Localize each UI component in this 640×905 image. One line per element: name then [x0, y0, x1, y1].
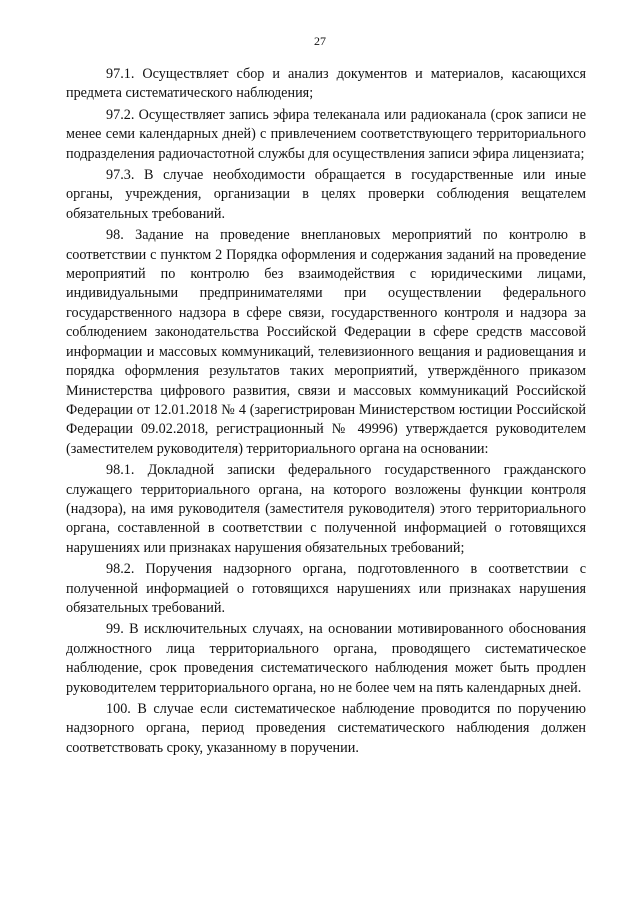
- paragraph-97-2: 97.2. Осуществляет запись эфира телеканала или радиоканала (срок записи не менее семи календарных дней) с привлечением соответствующего территориального подразделения радиочастотной службы для осуществления записи эфира лицензиата;: [66, 106, 586, 162]
- document-body: [66, 65, 586, 760]
- paragraph-97-3: 97.3. В случае необходимости обращается в государственные или иные органы, учреждения, организации в целях проверки соблюдения вещателем обязательных требований.: [66, 167, 586, 222]
- paragraph-98-1: 98.1. Докладной записки федерального государственного гражданского служащего территориального органа, на которого возложены функции контроля (надзора), на имя руководителя (заместителя руководителя) этого территориального органа, составленной в соответствии с полученной информацией о готовящихся нарушениях или признаках нарушения обязательных требований;: [66, 462, 586, 556]
- paragraph-98: 98. Задание на проведение внеплановых мероприятий по контролю в соответствии с пунктом 2 Порядка оформления и содержания заданий на проведение мероприятий по контролю без взаимодействия с юридическими лицами, индивидуальными предпринимателями при осуществлении федерального государственного надзора в сфере связи, государственного контроля и надзора за соблюдением законодательства Российской Федерации в сфере средств массовой информации и массовых коммуникаций, телевизионного вещания и радиовещания и порядка оформления результатов таких мероприятий, утверждённого приказом Министерства цифрового развития, связи и массовых коммуникаций Российской Федерации от 12.01.2018 № 4 (зарегистрирован Министерством юстиции Российской Федерации 09.02.2018, регистрационный № 49996) утверждается руководителем (заместителем руководителя) территориального органа на основании:: [66, 227, 586, 457]
- paragraph-97-1: 97.1. Осуществляет сбор и анализ документов и материалов, касающихся предмета систематического наблюдения;: [66, 66, 586, 102]
- paragraph-98-2: 98.2. Поручения надзорного органа, подготовленного в соответствии с полученной информацией о готовящихся нарушениях или признаках нарушения обязательных требований.: [66, 561, 586, 616]
- paragraph-99: 99. В исключительных случаях, на основании мотивированного обоснования должностного лица территориального органа, проводящего систематическое наблюдение, срок проведения систематического наблюдения может быть продлен руководителем территориального органа, но не более чем на пять календарных дней.: [66, 621, 586, 696]
- paragraph-100: 100. В случае если систематическое наблюдение проводится по поручению надзорного органа, период проведения систематического наблюдения должен соответствовать сроку, указанному в поручении.: [66, 701, 586, 756]
- page-number: 27: [314, 34, 326, 48]
